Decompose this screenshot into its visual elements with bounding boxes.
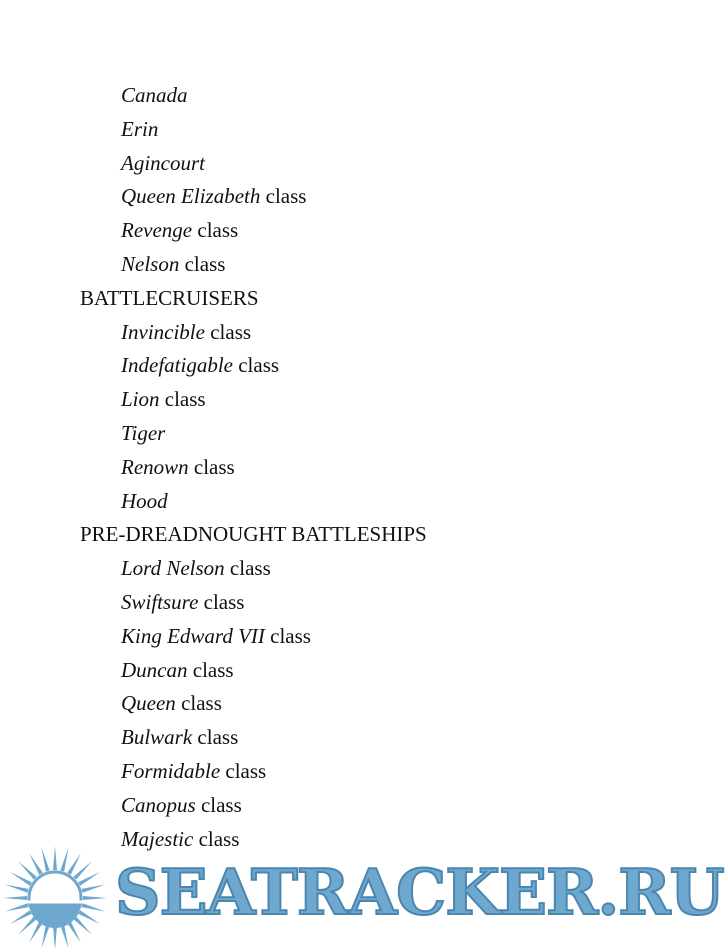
ship-name: Majestic	[121, 826, 194, 851]
list-item	[0, 79, 727, 113]
ship-name: Hood	[121, 488, 168, 513]
ship-name: Tiger	[121, 420, 166, 445]
list-item	[0, 552, 727, 586]
watermark-text: SEATRACKER.RU	[115, 855, 724, 929]
ship-name: Indefatigable	[121, 353, 233, 378]
list-item	[0, 485, 727, 519]
class-suffix: class	[238, 353, 280, 378]
list-item	[0, 789, 727, 823]
class-suffix: class	[225, 758, 267, 783]
ship-name: King Edward VII	[121, 623, 265, 648]
list-item	[0, 180, 727, 214]
class-suffix: class	[192, 657, 234, 682]
ship-name: Agincourt	[121, 150, 205, 175]
class-suffix: class	[229, 556, 271, 581]
list-item	[0, 654, 727, 688]
list-item	[0, 113, 727, 147]
class-suffix: class	[210, 319, 252, 344]
ship-name: Canopus	[121, 792, 196, 817]
list-item	[0, 147, 727, 181]
ship-name: Revenge	[121, 218, 193, 243]
list-item	[0, 248, 727, 282]
class-suffix: class	[198, 826, 240, 851]
ship-class-list	[0, 79, 727, 856]
class-suffix: class	[164, 387, 206, 412]
class-suffix: class	[181, 691, 222, 716]
ship-name: Invincible	[121, 319, 205, 344]
ship-name: Duncan	[121, 657, 188, 682]
list-item	[0, 214, 727, 248]
list-item	[0, 586, 727, 620]
class-suffix: class	[203, 589, 245, 614]
ship-name: Swiftsure	[121, 589, 199, 614]
ship-name: Formidable	[121, 758, 221, 783]
ship-name: Queen Elizabeth	[121, 184, 261, 209]
list-item	[0, 417, 727, 451]
ship-name: Nelson	[121, 251, 180, 276]
list-item	[0, 451, 727, 485]
ship-name: Lion	[121, 387, 160, 412]
ship-name: Erin	[121, 116, 159, 141]
ship-name: Queen	[121, 691, 176, 716]
class-suffix: class	[197, 725, 239, 750]
ship-name: Bulwark	[121, 725, 193, 750]
class-suffix: class	[197, 218, 239, 243]
ship-name: Canada	[121, 83, 188, 107]
class-suffix: class	[193, 454, 235, 479]
list-item	[0, 755, 727, 789]
list-item	[0, 349, 727, 383]
list-item	[0, 383, 727, 417]
list-item	[0, 721, 727, 755]
watermark	[0, 840, 727, 948]
class-suffix: class	[265, 184, 307, 209]
class-suffix: class	[270, 623, 311, 648]
class-suffix: class	[184, 251, 226, 276]
sun-icon	[0, 840, 110, 948]
class-suffix: class	[200, 792, 242, 817]
section-heading: BATTLECRUISERS	[80, 285, 259, 310]
list-item	[0, 316, 727, 350]
list-item	[0, 620, 727, 654]
section-heading: PRE-DREADNOUGHT BATTLESHIPS	[80, 522, 427, 547]
ship-name: Lord Nelson	[121, 556, 225, 581]
ship-name: Renown	[121, 454, 189, 479]
list-item	[0, 687, 727, 721]
